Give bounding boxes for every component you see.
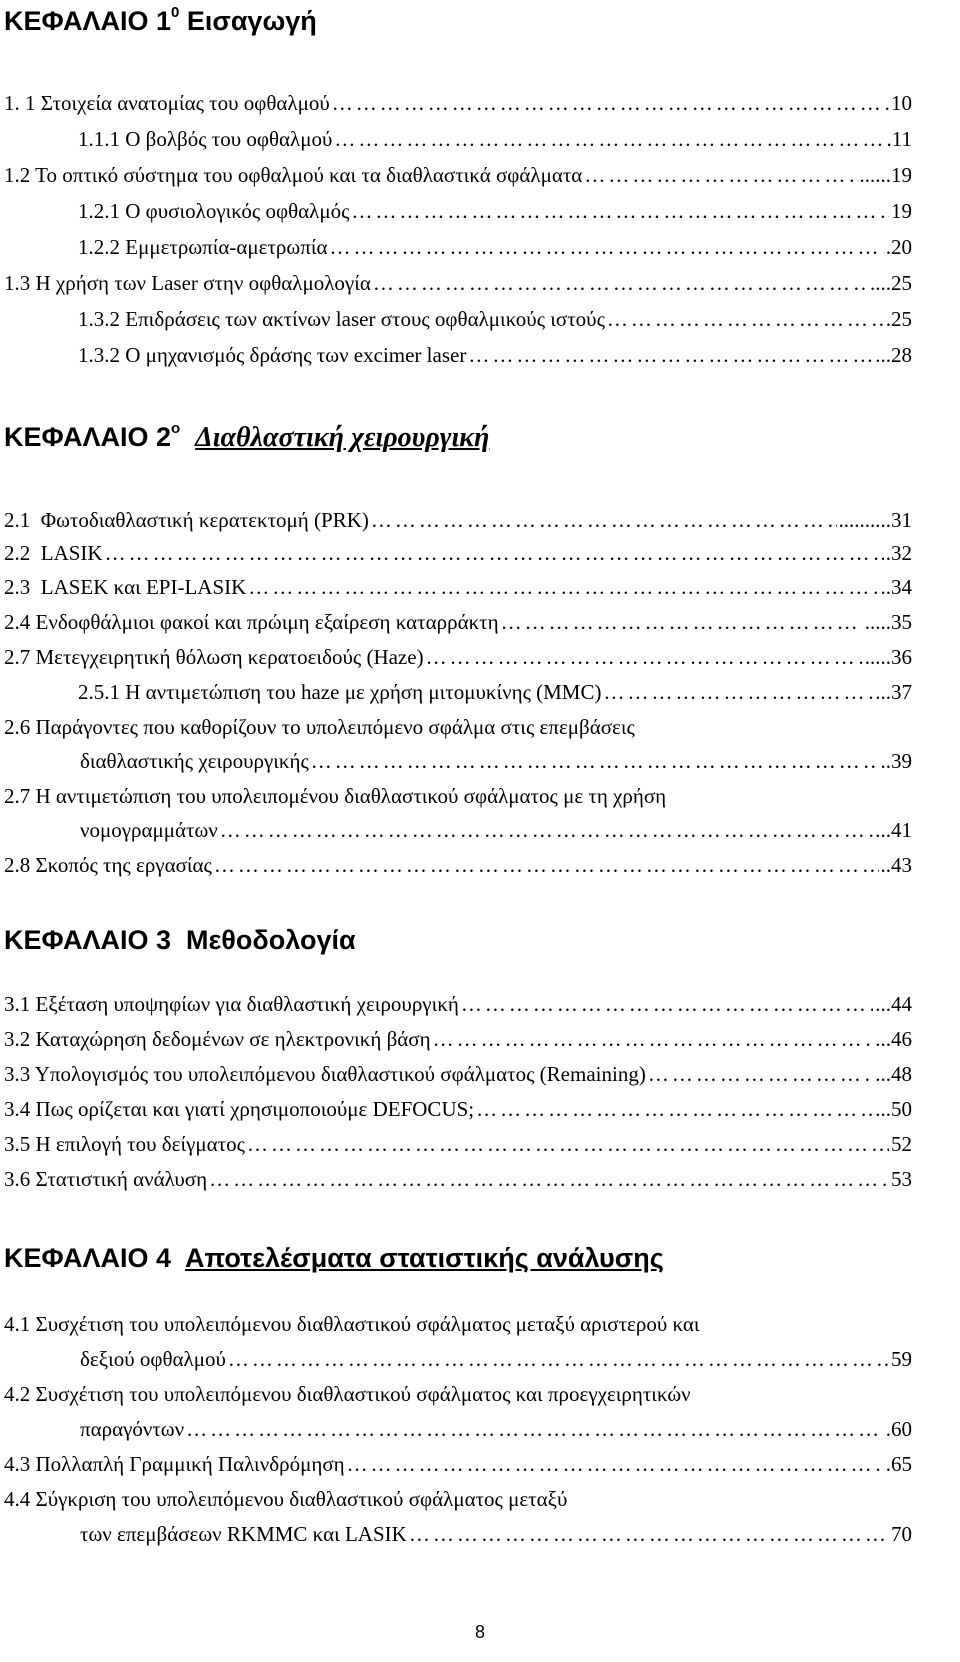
chapter-sup: 0 [170,4,180,21]
chapter-label: ΚΕΦΑΛΑΙΟ 1 [4,6,171,36]
toc-entry[interactable]: 3.4 Πως ορίζεται και γιατί χρησιμοποιούμε DEFOCUS; ………………………………………………………………………………………………………………………………………………………………………………… ...50 [4,1099,912,1120]
toc-entry[interactable]: 3.6 Στατιστική ανάλυση ………………………………………………………………………………………………………………………………………………………………………………… 53 [4,1169,912,1190]
chapter-sup: ο [170,420,181,437]
toc-entry[interactable]: 2.7 Μετεγχειρητική θόλωση κερατοειδούς (Haze) ………………………………………………………………………………………………………………………………………………………………………………… .....36 [4,647,912,668]
toc-entry[interactable]: 1.3.2 Επιδράσεις των ακτίνων laser στους οφθαλμικούς ιστούς ………………………………………………………………………………………………………………………………………………………………………………… .25 [78,309,912,330]
chapter-4-heading [4,1245,664,1272]
toc-entry-continued[interactable]: διαθλαστικής χειρουργικής ………………………………………………………………………………………………………………………………………………………………………………… ..39 [80,751,912,772]
toc-entry-continued[interactable]: δεξιού οφθαλμού ………………………………………………………………………………………………………………………………………………………………………………… 59 [80,1349,912,1370]
chapter-title: Εισαγωγή [186,6,317,36]
toc-entry[interactable]: 2.8 Σκοπός της εργασίας ………………………………………………………………………………………………………………………………………………………………………………… ..43 [4,855,912,876]
chapter-1-heading [4,4,317,36]
toc-entry-continued[interactable]: των επεμβάσεων RKMMC και LASIK ………………………………………………………………………………………………………………………………………………………………………………… 70 [80,1524,912,1545]
toc-entry[interactable]: 1.2.2 Εμμετρωπία-αμετρωπία ………………………………………………………………………………………………………………………………………………………………………………… .20 [78,237,912,258]
toc-entry[interactable]: 1.2.1 Ο φυσιολογικός οφθαλμός ………………………………………………………………………………………………………………………………………………………………………………… 19 [78,201,912,222]
toc-entry[interactable]: 1.1.1 Ο βολβός του οφθαλμού ………………………………………………………………………………………………………………………………………………………………………………… .11 [78,129,912,150]
toc-entry[interactable]: 1.3.2 Ο μηχανισμός δράσης των excimer laser ………………………………………………………………………………………………………………………………………………………………………………… ...28 [78,345,912,366]
toc-entry[interactable]: 2.6 Παράγοντες που καθορίζουν το υπολειπόμενο σφάλμα στις επεμβάσεις [4,715,635,739]
chapter-label: ΚΕΦΑΛΑΙΟ 3 [4,925,171,955]
toc-entry[interactable]: 2.2 LASIK ………………………………………………………………………………………………………………………………………………………………………………… .32 [4,543,912,564]
toc-entry[interactable]: 2.7 Η αντιμετώπιση του υπολειπομένου διαθλαστικού σφάλματος με τη χρήση [4,784,667,808]
toc-entry[interactable]: 1. 1 Στοιχεία ανατομίας του οφθαλμού ………………………………………………………………………………………………………………………………………………………………………………… 10 [4,93,912,114]
chapter-title: Διαθλαστική χειρουργική [195,422,490,453]
toc-entry-continued[interactable]: νομογραμμάτων ………………………………………………………………………………………………………………………………………………………………………………… ...41 [80,820,912,841]
toc-entry[interactable]: 1.2 Το οπτικό σύστημα του οφθαλμού και τα διαθλαστικά σφάλματα ………………………………………………………………………………………………………………………………………………………………………………… ......19 [4,165,912,186]
toc-entry[interactable]: 3.5 Η επιλογή του δείγματος ………………………………………………………………………………………………………………………………………………………………………………… 52 [4,1134,912,1155]
toc-entry[interactable]: 4.2 Συσχέτιση του υπολειπόμενου διαθλαστικού σφάλματος και προεγχειρητικών [4,1382,691,1406]
toc-entry[interactable]: 2.1 Φωτοδιαθλαστική κερατεκτομή (PRK) ………………………………………………………………………………………………………………………………………………………………………………… ..........31 [4,510,912,531]
chapter-3-heading [4,927,356,954]
toc-entry-continued[interactable]: παραγόντων ………………………………………………………………………………………………………………………………………………………………………………… .60 [80,1419,912,1440]
chapter-label: ΚΕΦΑΛΑΙΟ 4 [4,1243,171,1273]
page-number: 8 [474,1622,485,1642]
toc-entry[interactable]: 2.3 LASEK και EPI-LASIK ………………………………………………………………………………………………………………………………………………………………………………… ..34 [4,577,912,598]
toc-entry[interactable]: 1.3 Η χρήση των Laser στην οφθαλμολογία ………………………………………………………………………………………………………………………………………………………………………………… ....25 [4,273,912,294]
toc-entry[interactable]: 2.4 Ενδοφθάλμιοι φακοί και πρώιμη εξαίρεση καταρράκτη ………………………………………………………………………………………………………………………………………………………………………………… .....35 [4,612,912,633]
chapter-title: Μεθοδολογία [186,925,356,955]
chapter-2-heading [4,420,490,453]
toc-entry[interactable]: 2.5.1 Η αντιμετώπιση του haze με χρήση μιτομυκίνης (MMC) ………………………………………………………………………………………………………………………………………………………………………………… ..37 [78,682,912,703]
chapter-label: ΚΕΦΑΛΑΙΟ 2 [4,422,171,452]
toc-entry[interactable]: 4.3 Πολλαπλή Γραμμική Παλινδρόμηση ………………………………………………………………………………………………………………………………………………………………………………… .65 [4,1454,912,1475]
toc-entry[interactable]: 4.4 Σύγκριση του υπολειπόμενου διαθλαστικού σφάλματος μεταξύ [4,1487,568,1511]
toc-entry[interactable]: 4.1 Συσχέτιση του υπολειπόμενου διαθλαστικού σφάλματος μεταξύ αριστερού και [4,1312,700,1336]
toc-entry[interactable]: 3.3 Υπολογισμός του υπολειπόμενου διαθλαστικού σφάλματος (Remaining) ………………………………………………………………………………………………………………………………………………………………………………… ...48 [4,1064,912,1085]
toc-entry[interactable]: 3.2 Καταχώρηση δεδομένων σε ηλεκτρονική βάση ………………………………………………………………………………………………………………………………………………………………………………… ...46 [4,1029,912,1050]
toc-entry[interactable]: 3.1 Εξέταση υποψηφίων για διαθλαστική χειρουργική ………………………………………………………………………………………………………………………………………………………………………………… ...44 [4,994,912,1015]
chapter-title: Αποτελέσματα στατιστικής ανάλυσης [185,1243,664,1273]
